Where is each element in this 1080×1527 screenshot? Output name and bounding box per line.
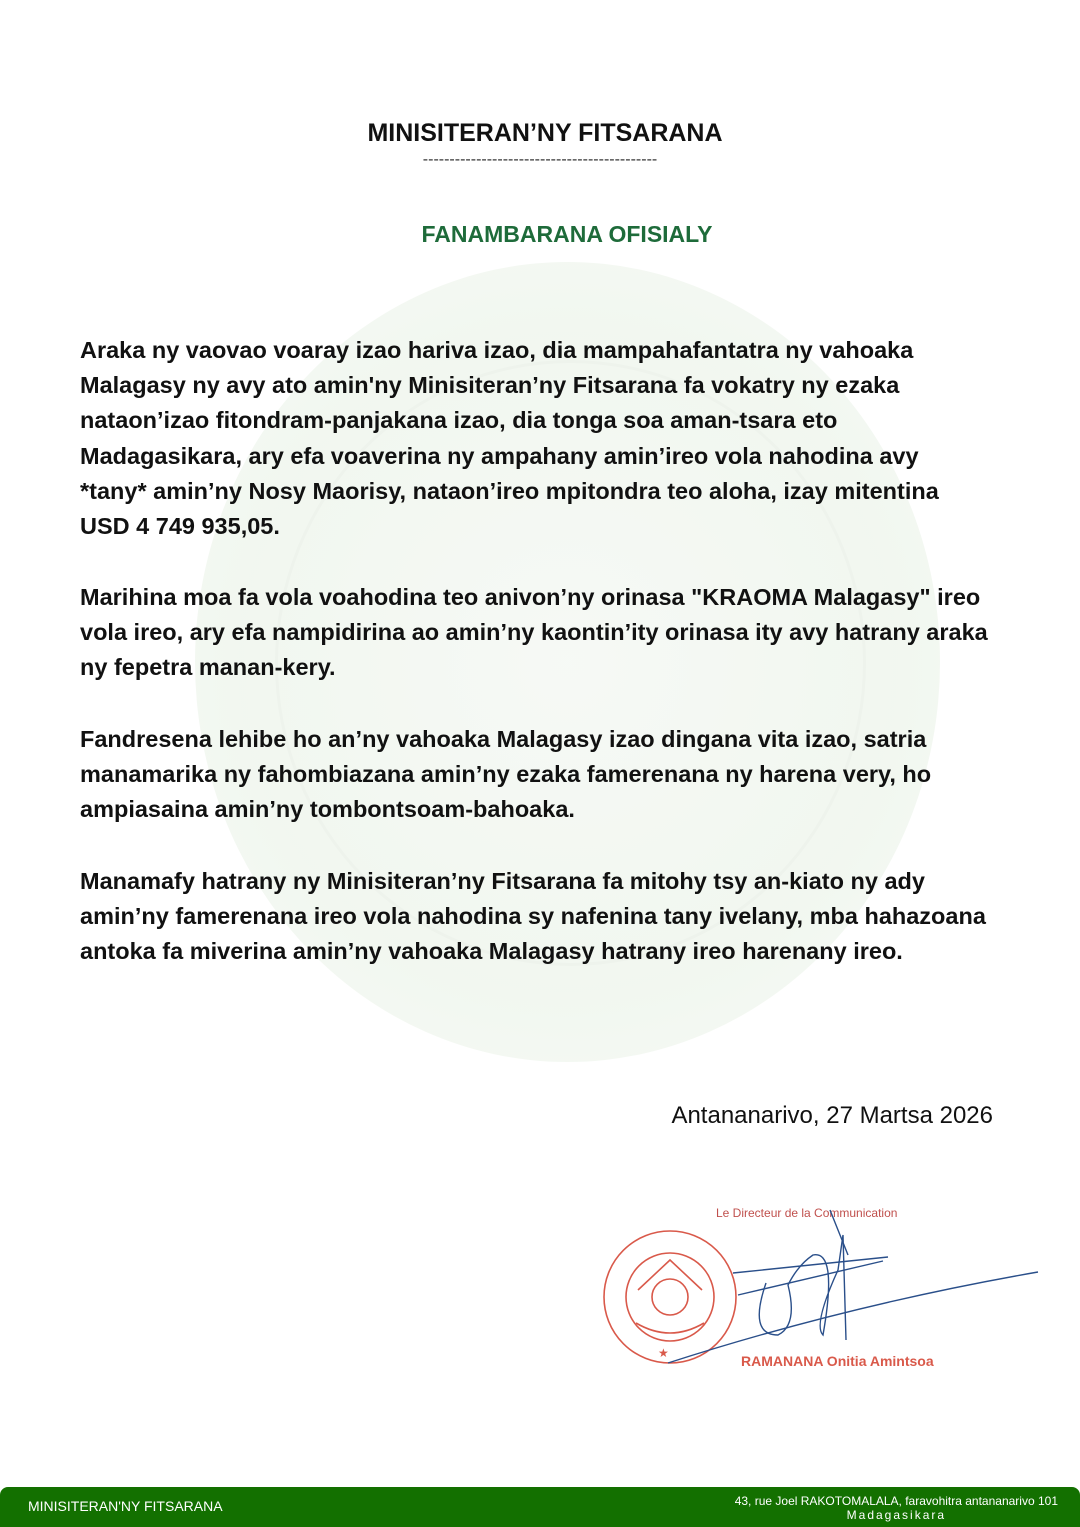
signature-block [598, 1195, 1048, 1390]
paragraph-2 [80, 580, 988, 686]
svg-text:★: ★ [658, 1346, 669, 1360]
ministry-title: MINISITERAN’NY FITSARANA [367, 119, 723, 147]
text-line: nataon’izao fitondram-panjakana izao, dia tonga soa aman-tsara eto [80, 407, 838, 434]
place-date: Antananarivo, 27 Martsa 2026 [671, 1102, 993, 1129]
paragraph-4 [80, 864, 986, 970]
official-stamp [604, 1231, 736, 1363]
title-separator: -------------------------------------------- [422, 151, 658, 168]
handwritten-signature [668, 1210, 1038, 1363]
text-line: Manamafy hatrany ny Minisiteran’ny Fitsarana fa mitohy tsy an-kiato ny ady [80, 868, 925, 894]
text-line: Fandresena lehibe ho an’ny vahoaka Malagasy izao dingana vita izao, satria [80, 726, 927, 752]
text-line: manamarika ny fahombiazana amin’ny ezaka famerenana ny harena very, ho [80, 761, 932, 788]
paragraph-3 [80, 722, 931, 828]
footer-country: Madagasikara [846, 1508, 947, 1522]
text-line: Malagasy ny avy ato amin'ny Minisiteran’ny Fitsarana fa vokatry ny ezaka [80, 372, 900, 399]
signatory-role: Le Directeur de la Communication [716, 1206, 898, 1220]
document-subtitle: FANAMBARANA OFISIALY [421, 221, 713, 247]
text-line: amin’ny famerenana ireo vola nahodina sy nafenina tany ivelany, mba hahazoana [80, 903, 986, 930]
stamp-and-signature [598, 1195, 1048, 1385]
footer-address-block [735, 1494, 1058, 1522]
footer-bar [0, 1487, 1080, 1527]
signatory-name: RAMANANA Onitia Amintsoa [741, 1353, 934, 1369]
text-line: Marihina moa fa vola voahodina teo anivon’ny orinasa "KRAOMA Malagasy" ireo [80, 584, 981, 610]
text-line: USD 4 749 935,05. [80, 513, 280, 540]
text-line: ny fepetra manan-kery. [80, 654, 336, 681]
footer-address: 43, rue Joel RAKOTOMALALA, faravohitra antananarivo 101 [734, 1494, 1058, 1508]
text-line: Araka ny vaovao voaray izao hariva izao, dia mampahafantatra ny vahoaka [80, 337, 914, 363]
text-line: *tany* amin’ny Nosy Maorisy, nataon’ireo mpitondra teo aloha, izay mitentina [80, 477, 939, 504]
text-line: ampiasaina amin’ny tombontsoam-bahoaka. [80, 796, 575, 823]
paragraph-1 [80, 333, 939, 544]
footer-ministry: MINISITERAN'NY FITSARANA [28, 1498, 223, 1514]
text-line: antoka fa miverina amin’ny vahoaka Malagasy hatrany ireo harenany ireo. [80, 938, 903, 965]
text-line: vola ireo, ary efa nampidirina ao amin’ny kaontin’ity orinasa ity avy hatrany araka [80, 619, 988, 646]
text-line: Madagasikara, ary efa voaverina ny ampahany amin’ireo vola nahodina avy [80, 442, 919, 469]
